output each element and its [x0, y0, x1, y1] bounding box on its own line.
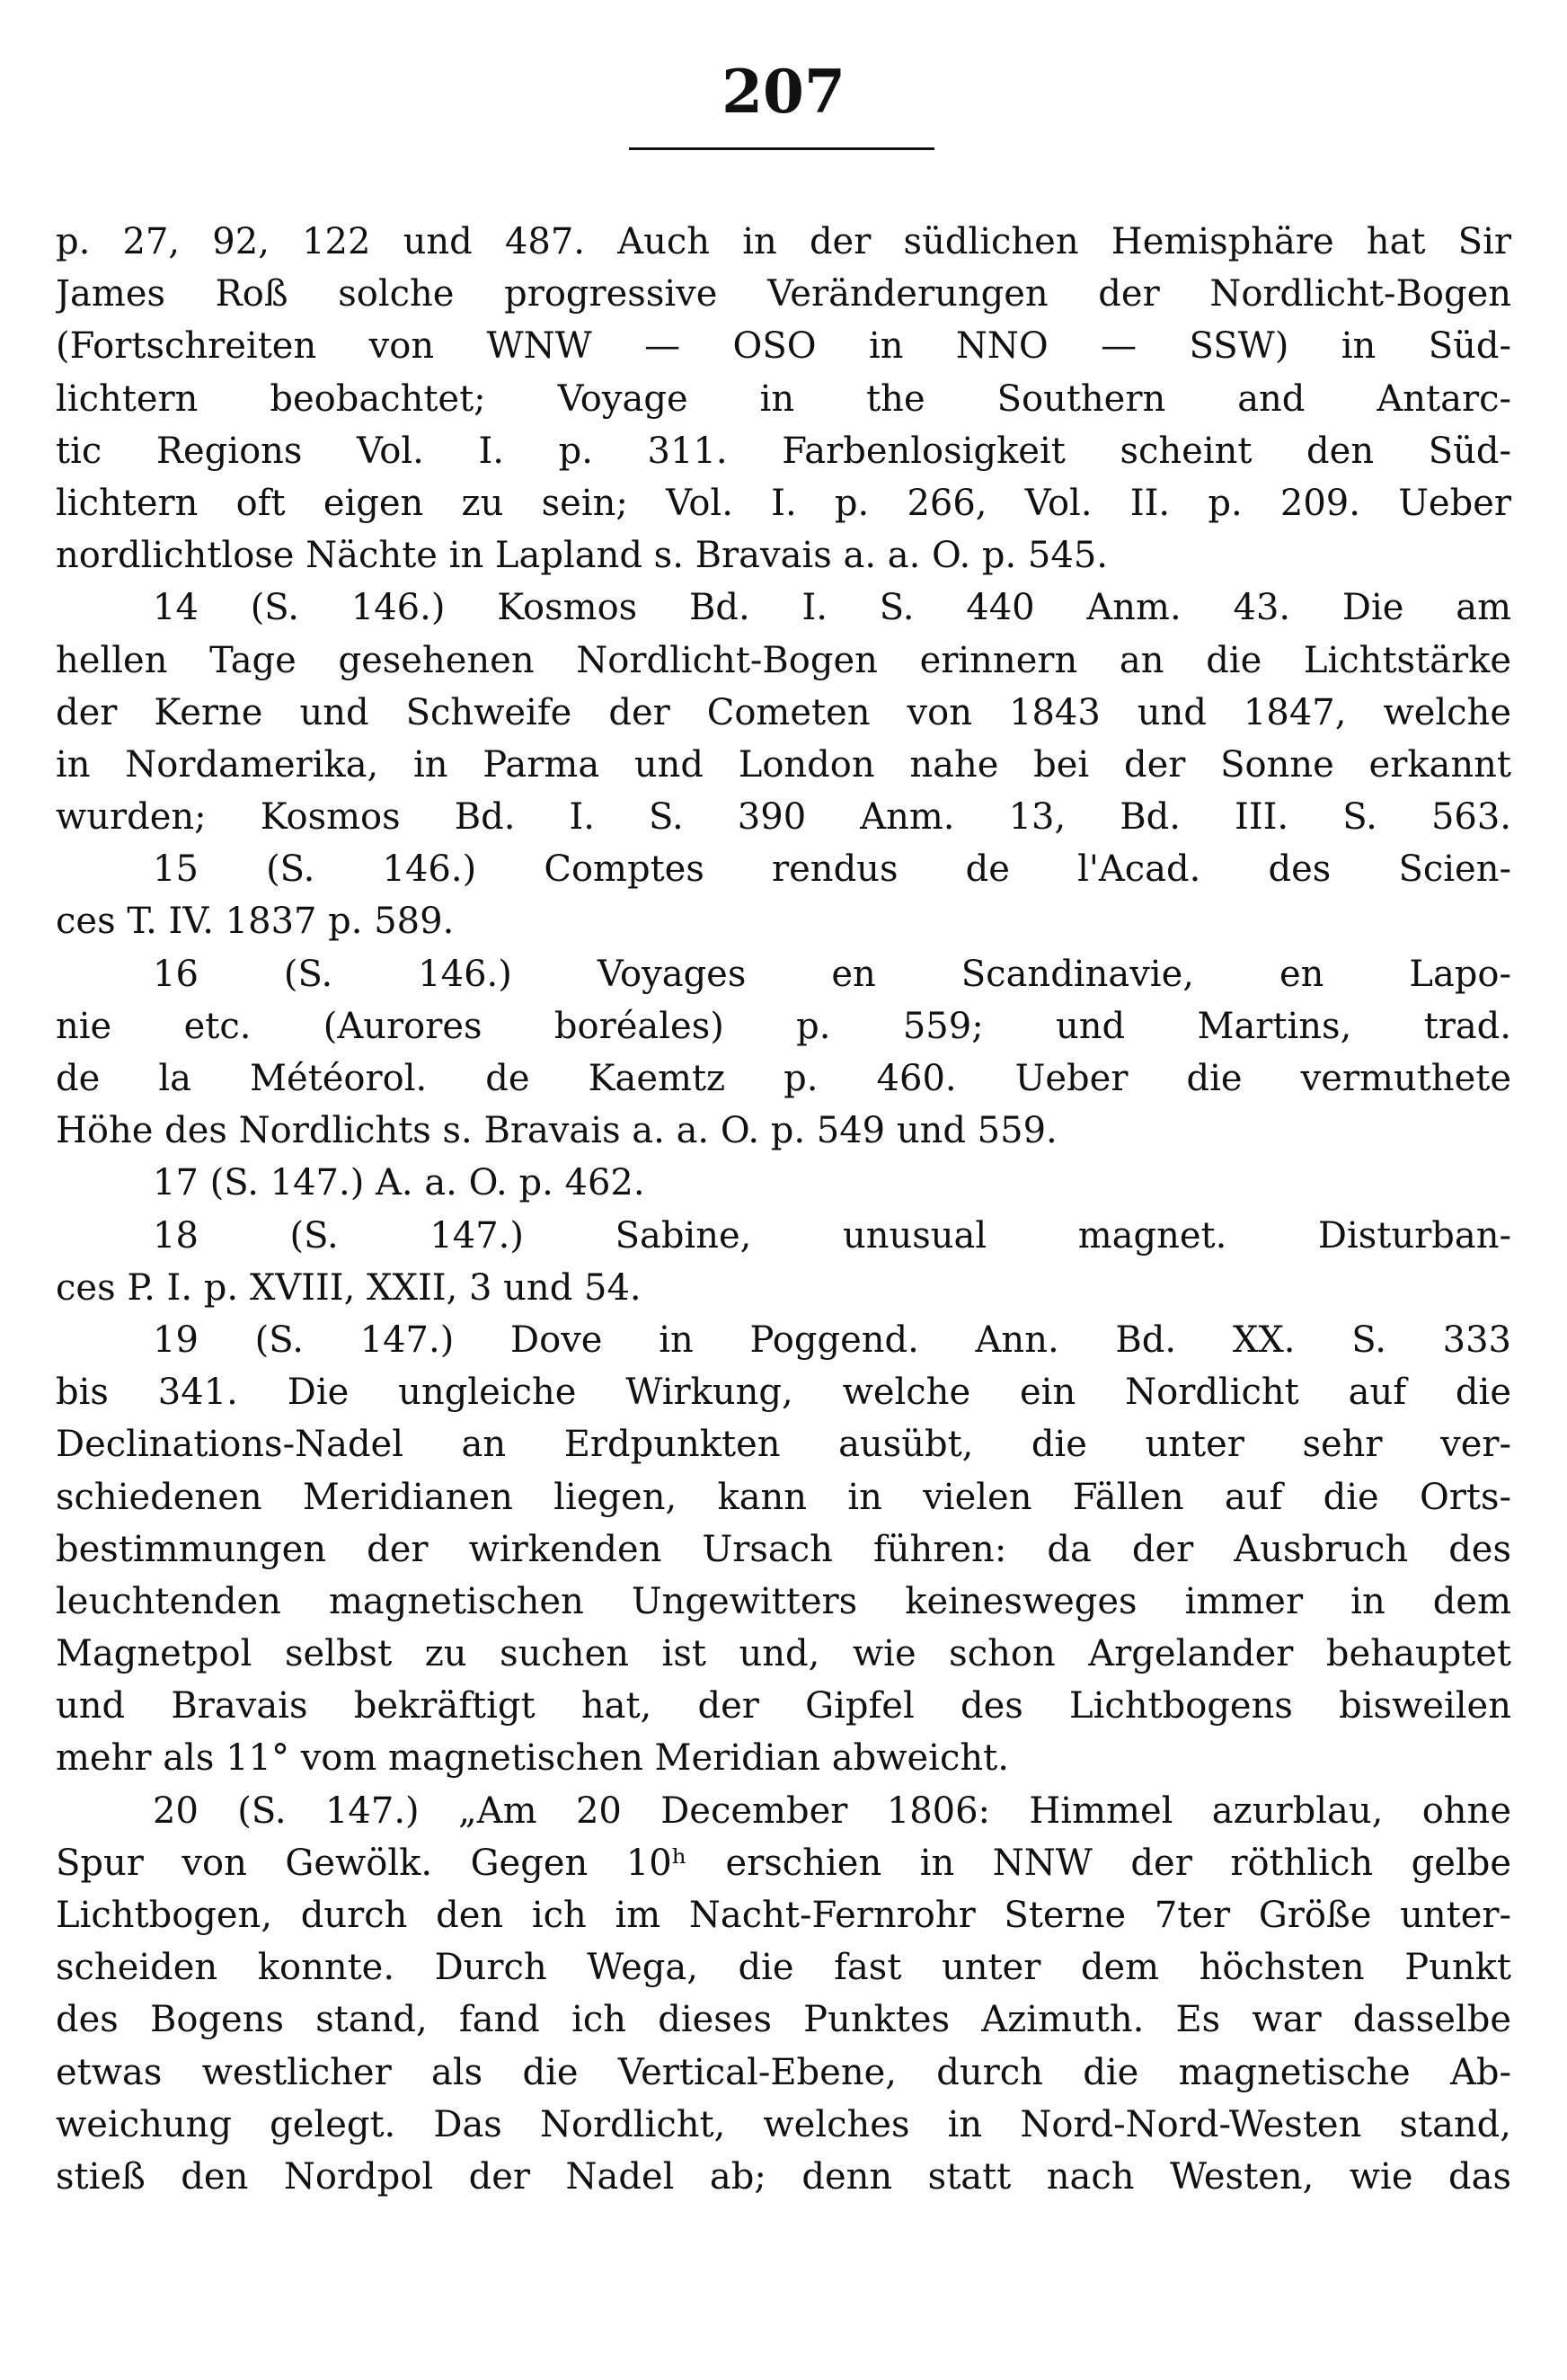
text-line: de la Météorol. de Kaemtz p. 460. Ueber die vermuthete [56, 1058, 1511, 1099]
text-line: bis 341. Die ungleiche Wirkung, welche ein Nordlicht auf die [56, 1372, 1511, 1414]
text-line: stieß den Nordpol der Nadel ab; denn statt nach Westen, wie das [56, 2155, 1511, 2198]
text-line: weichung gelegt. Das Nordlicht, welches in Nord-Nord-Westen stand, [56, 2103, 1511, 2145]
text-line: James Roß solche progressive Veränderungen der Nordlicht-Bogen [56, 273, 1511, 315]
text-line: hellen Tage gesehenen Nordlicht-Bogen erinnern an die Lichtstärke [56, 639, 1511, 681]
text-line: scheiden konnte. Durch Wega, die fast unter dem höchsten Punkt [56, 1947, 1511, 1989]
text-line: Magnetpol selbst zu suchen ist und, wie schon Argelander behauptet [56, 1633, 1511, 1675]
text-line: bestimmungen der wirkenden Ursach führen: da der Ausbruch des [56, 1528, 1511, 1570]
text-line: etwas westlicher als die Vertical-Ebene, durch die magnetische Ab- [56, 2051, 1511, 2093]
text-line: 16 (S. 146.) Voyages en Scandinavie, en Lapo- [153, 953, 1511, 995]
text-line: 17 (S. 147.) A. a. O. p. 462. [153, 1162, 645, 1204]
text-line: ces T. IV. 1837 p. 589. [56, 901, 455, 943]
text-line: 20 (S. 147.) „Am 20 December 1806: Himmel azurblau, ohne [153, 1789, 1511, 1832]
text-line: lichtern beobachtet; Voyage in the Southern and Antarc- [56, 377, 1511, 420]
text-line: mehr als 11° vom magnetischen Meridian abweicht. [56, 1737, 1009, 1780]
text-line: leuchtenden magnetischen Ungewitters keinesweges immer in dem [56, 1580, 1511, 1622]
text-line: nordlichtlose Nächte in Lapland s. Bravais a. a. O. p. 545. [56, 535, 1108, 577]
text-line: 19 (S. 147.) Dove in Poggend. Ann. Bd. XX. S. 333 [153, 1319, 1511, 1361]
text-line: p. 27, 92, 122 und 487. Auch in der südlichen Hemisphäre hat Sir [56, 221, 1511, 262]
text-line: und Bravais bekräftigt hat, der Gipfel des Lichtbogens bisweilen [56, 1685, 1511, 1727]
text-line: Lichtbogen, durch den ich im Nacht-Fernrohr Sterne 7ter Größe unter- [56, 1895, 1511, 1936]
footnote-text-block [56, 216, 1511, 2203]
text-line: 15 (S. 146.) Comptes rendus de l'Acad. des Scien- [153, 848, 1511, 891]
text-line: 14 (S. 146.) Kosmos Bd. I. S. 440 Anm. 43. Die am [153, 587, 1511, 629]
text-line: schiedenen Meridianen liegen, kann in vielen Fällen auf die Orts- [56, 1476, 1511, 1518]
text-line: lichtern oft eigen zu sein; Vol. I. p. 266, Vol. II. p. 209. Ueber [56, 482, 1511, 524]
text-line: wurden; Kosmos Bd. I. S. 390 Anm. 13, Bd. III. S. 563. [56, 796, 1511, 839]
text-line: (Fortschreiten von WNW — OSO in NNO — SSW) in Süd- [56, 325, 1511, 368]
text-line: tic Regions Vol. I. p. 311. Farbenlosigkeit scheint den Süd- [56, 430, 1511, 472]
text-line: ces P. I. p. XVIII, XXII, 3 und 54. [56, 1266, 642, 1309]
page-number: 207 [722, 57, 845, 127]
text-line: Spur von Gewölk. Gegen 10ʰ erschien in NNW der röthlich gelbe [56, 1842, 1511, 1884]
text-line: Declinations-Nadel an Erdpunkten ausübt, die unter sehr ver- [56, 1424, 1511, 1466]
text-line: der Kerne und Schweife der Cometen von 1843 und 1847, welche [56, 691, 1511, 733]
header-rule [629, 147, 934, 150]
text-line: nie etc. (Aurores boréales) p. 559; und Martins, trad. [56, 1005, 1511, 1047]
text-line: des Bogens stand, fand ich dieses Punktes Azimuth. Es war dasselbe [56, 1999, 1511, 2041]
text-line: 18 (S. 147.) Sabine, unusual magnet. Disturban- [153, 1214, 1511, 1257]
text-line: in Nordamerika, in Parma und London nahe bei der Sonne erkannt [56, 743, 1511, 786]
text-line: Höhe des Nordlichts s. Bravais a. a. O. p. 549 und 559. [56, 1110, 1058, 1152]
